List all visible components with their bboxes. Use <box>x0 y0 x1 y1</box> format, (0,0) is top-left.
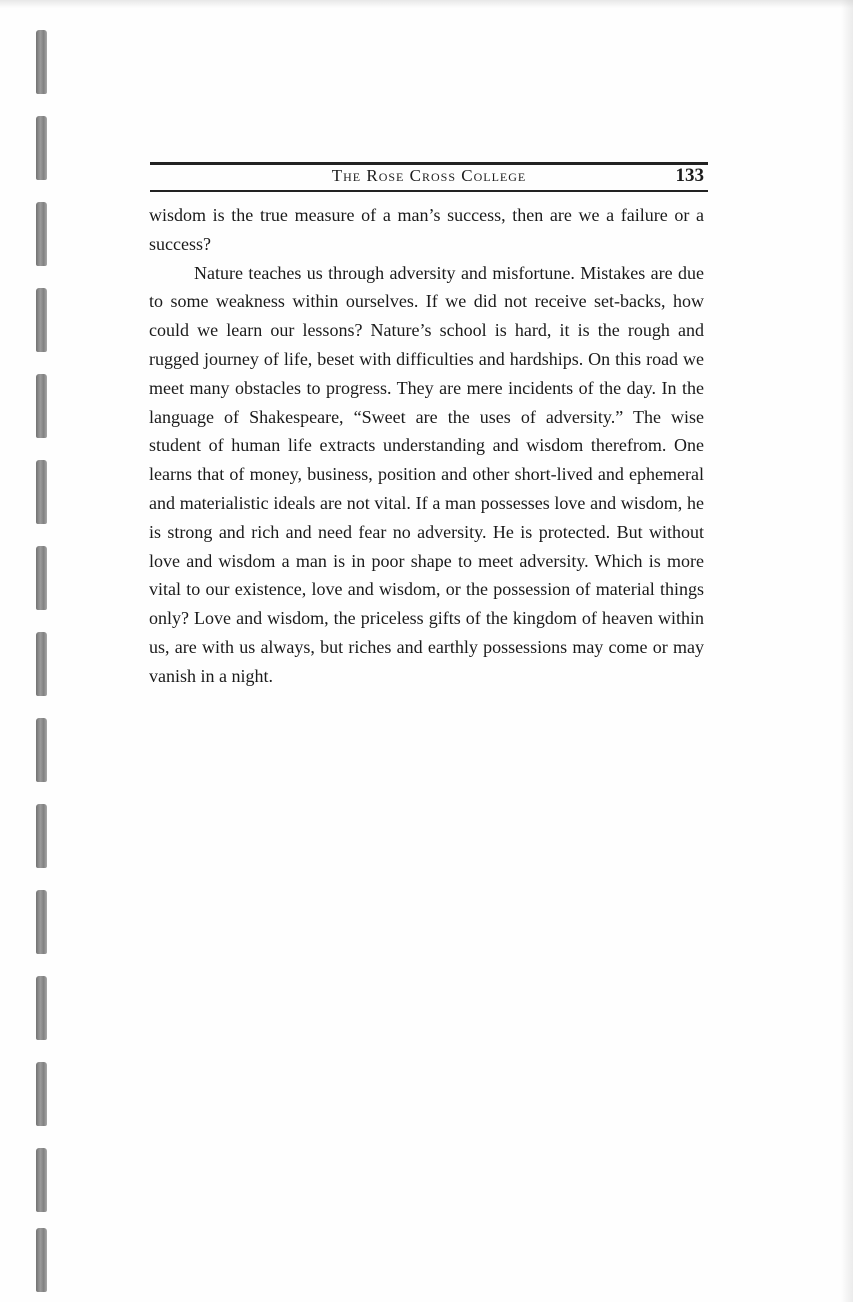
binding-hole <box>36 202 47 266</box>
header-rule-bottom <box>150 190 708 192</box>
binding-hole <box>36 890 47 954</box>
binding-hole <box>36 1062 47 1126</box>
paragraph-continuation: wisdom is the true measure of a man’s success, then are we a failure or a success? <box>149 205 704 254</box>
page-number: 133 <box>675 165 704 186</box>
binding-hole <box>36 1228 47 1292</box>
binding-hole <box>36 116 47 180</box>
binding-hole <box>36 804 47 868</box>
running-header <box>150 166 708 188</box>
binding-hole <box>36 1148 47 1212</box>
binding-hole <box>36 374 47 438</box>
binding-hole <box>36 718 47 782</box>
body-text <box>149 201 704 691</box>
header-rule-top <box>150 162 708 165</box>
binding-hole <box>36 546 47 610</box>
binding-hole <box>36 288 47 352</box>
spiral-binding <box>0 0 80 1302</box>
running-title: The Rose Cross College <box>331 166 527 185</box>
page-right-edge <box>841 0 853 1302</box>
binding-hole <box>36 460 47 524</box>
page-top-edge <box>0 0 853 8</box>
paragraph: Nature teaches us through adversity and misfortune. Mistakes are due to some weakness within ourselves. If we did not receive set-backs, how could we learn our lessons? Nature’s school is hard, it is the rough and rugged journey of life, beset with difficulties and hardships. On this road we meet many obstacles to progress. They are mere incidents of the day. In the language of Shakespeare, “Sweet are the uses of adversity.” The wise student of human life extracts understanding and wisdom therefrom. One learns that of money, business, position and other short-lived and ephemeral and materialistic ideals are not vital. If a man possesses love and wisdom, he is strong and rich and need fear no adversity. He is protected. But without love and wisdom a man is in poor shape to meet adversity. Which is more vital to our existence, love and wisdom, or the possession of material things only? Love and wisdom, the priceless gifts of the kingdom of heaven within us, are with us always, but riches and earthly possessions may come or may vanish in a night. <box>149 262 704 686</box>
binding-hole <box>36 30 47 94</box>
binding-hole <box>36 632 47 696</box>
binding-hole <box>36 976 47 1040</box>
